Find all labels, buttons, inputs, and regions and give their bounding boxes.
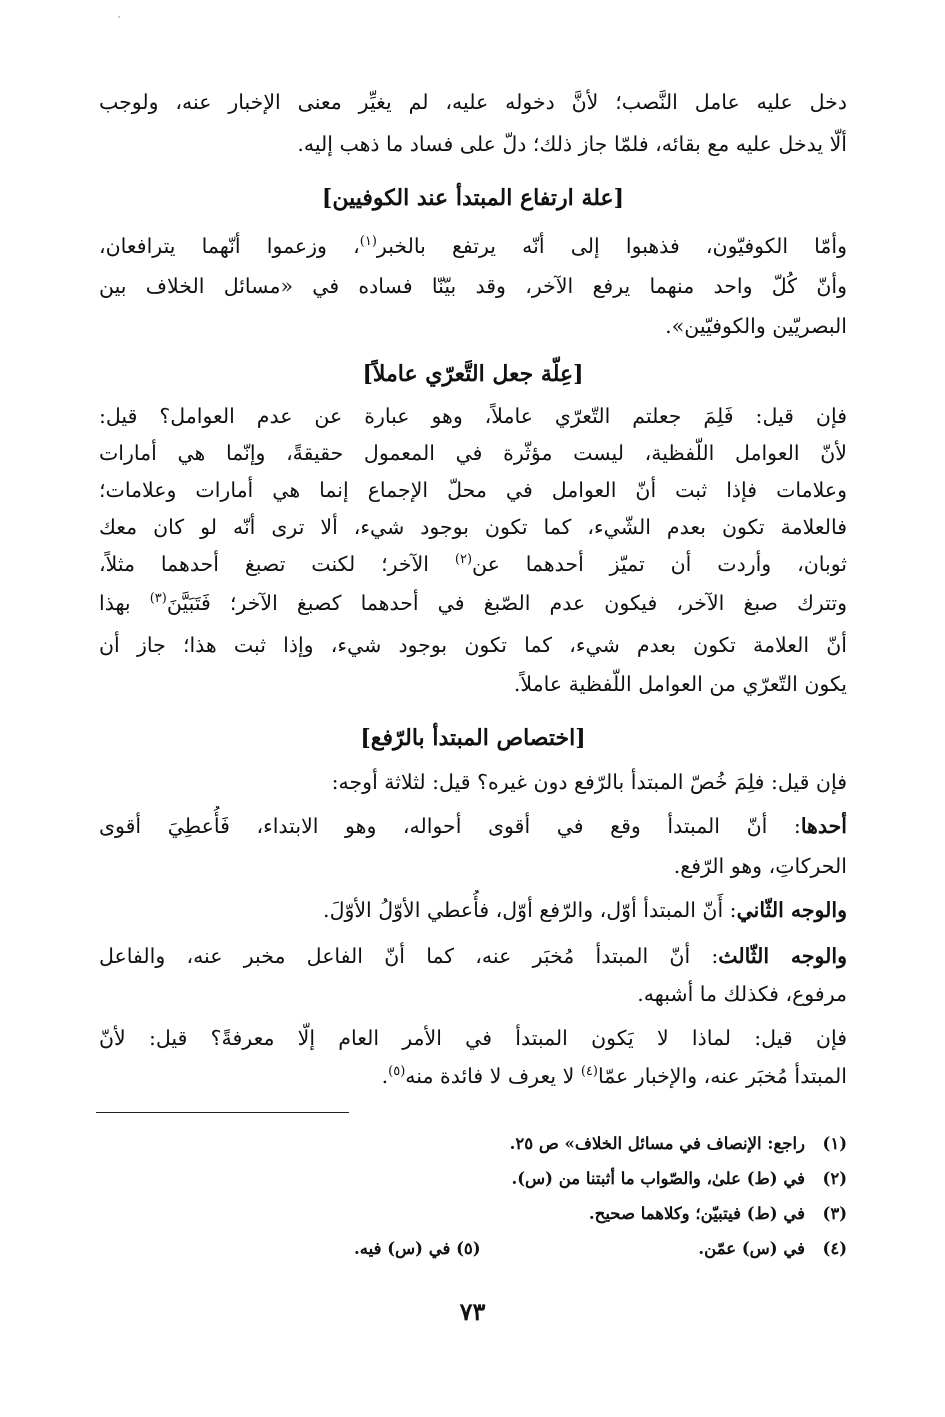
text-line: وأنّ كُلّ واحد منهما يرفع الآخر، وقد بيّنّا فساده في «مسائل الخلاف بين [99,274,847,298]
scan-speck [118,16,120,18]
footnote-number: (٤) [822,1239,847,1258]
footnote-separator [96,1112,349,1113]
text-line: مرفوع، فكذلك ما أشبهه. [637,982,847,1006]
text-line: فإن قيل: فَلِمَ جعلتم التّعرّي عاملاً، وهو عبارة عن عدم العوامل؟ قيل: [99,404,847,428]
text-fragment: لا يعرف لا فائدة منه [405,1064,581,1088]
text-fragment: أحدها [800,814,847,838]
text-fragment: الآخر؛ لكنت تصبغ أحدهما مثلاً، [99,552,455,576]
text-line [99,890,847,930]
footnote-ref: (٤) [580,1064,598,1080]
footnote-ref: (٥) [388,1064,406,1080]
footnote-ref: (٢) [454,552,473,568]
text-line: البصريّين والكوفيّين». [665,314,847,338]
text-fragment: : أَنّ المبتدأ أوّل، والرّفع أوّل، فأُعطي الأوّلُ الأوّلَ. [323,898,737,922]
text-line: أنّ العلامة تكون بعدم شيء، كما تكون بوجود شيء، وإذا ثبت هذا؛ جاز أن [99,633,847,657]
text-fragment: ، وزعموا أنّهما يترافعان، [99,234,360,258]
footnote [99,1233,847,1265]
text-fragment: . [381,1064,389,1088]
section-heading: [اختصاص المبتدأ بالرّفع] [360,725,586,751]
footnote-text: في (س) عمّن. [698,1239,805,1258]
footnote-ref: (٣) [149,591,167,607]
text-line: فإن قيل: لماذا لا يَكون المبتدأ في الأمر العام إلّا معرفةً؟ قيل: لأنّ [99,1026,847,1050]
footnote-number: (٢) [822,1169,847,1188]
text-fragment: وأمّا الكوفيّون، فذهبوا إلى أنّه يرتفع بالخبر [376,234,847,258]
footnote-inline: (٥) في (س) فيه. [354,1239,481,1258]
footnote-number: (١) [822,1134,847,1153]
text-line: دخل عليه عامل النَّصب؛ لأنَّ دخوله عليه، لم يغيِّر معنى الإخبار عنه، ولوجب [99,90,847,114]
text-fragment: بهذا [99,591,150,615]
text-line [99,1056,847,1096]
text-line: فإن قيل: فلِمَ خُصّ المبتدأ بالرّفع دون غيره؟ قيل: لثلاثة أوجه: [331,770,847,794]
footnote-number: (٣) [822,1204,847,1223]
text-line: فالعلامة تكون بعدم الشّيء، كما تكون بوجود شيء، ألا ترى أنّه لو كان معك [99,515,847,539]
text-fragment: وتترك صبغ الآخر، فيكون عدم الصّبغ في أحدهما كصبغ الآخر؛ فَتَبَيَّنَ [166,591,847,615]
text-line: يكون التّعرّي من العوامل اللّفظية عاملاً. [513,672,847,696]
text-line: الحركاتِ، وهو الرّفع. [673,854,847,878]
text-line: وعلامات فإذا ثبت أنّ العوامل في محلّ الإجماع إنما هي أمارات وعلامات؛ [99,478,847,502]
text-fragment: ثوبان، وأردت أن تميّز أحدهما عن [472,552,847,576]
section-heading: [علة ارتفاع المبتدأ عند الكوفيين] [321,185,625,211]
footnote [99,1128,847,1160]
text-line: لأنّ العوامل اللّفظية، ليست مؤثّرة في المعمول حقيقةً، وإنّما هي أمارات [99,441,847,465]
text-line [99,583,847,623]
footnote [99,1163,847,1195]
text-fragment: : أنّ المبتدأ وقع في أقوى أحواله، وهو الابتداء، فَأُعطِيَ أقوى [99,814,801,838]
footnote-text: في (ط) فيتبيّن؛ وكلاهما صحيح. [588,1204,805,1223]
text-line [99,226,847,266]
text-line [99,936,847,976]
section-heading: [عِلّة جعل التَّعرّي عاملاً] [362,361,584,387]
footnote-text: راجع: الإنصاف في مسائل الخلاف» ص ٢٥. [509,1134,805,1153]
footnote-text: في (ط) علىٰ، والصّواب ما أثبتنا من (س). [511,1169,805,1188]
text-fragment: : أنّ المبتدأ مُخبَر عنه، كما أنّ الفاعل مخبر عنه، والفاعل [99,944,719,968]
footnote-ref: (١) [359,234,377,250]
text-line: ألّا يدخل عليه مع بقائه، فلمّا جاز ذلك؛ دلّ على فساد ما ذهب إليه. [297,132,847,156]
page-number: ٧٣ [459,1297,486,1326]
text-fragment: والوجه الثّالث [718,944,847,968]
footnote [99,1198,847,1230]
text-line [99,544,847,584]
text-fragment: والوجه الثّاني [736,898,847,922]
text-fragment: المبتدأ مُخبَر عنه، والإخبار عمّا [597,1064,847,1088]
text-line [99,806,847,846]
